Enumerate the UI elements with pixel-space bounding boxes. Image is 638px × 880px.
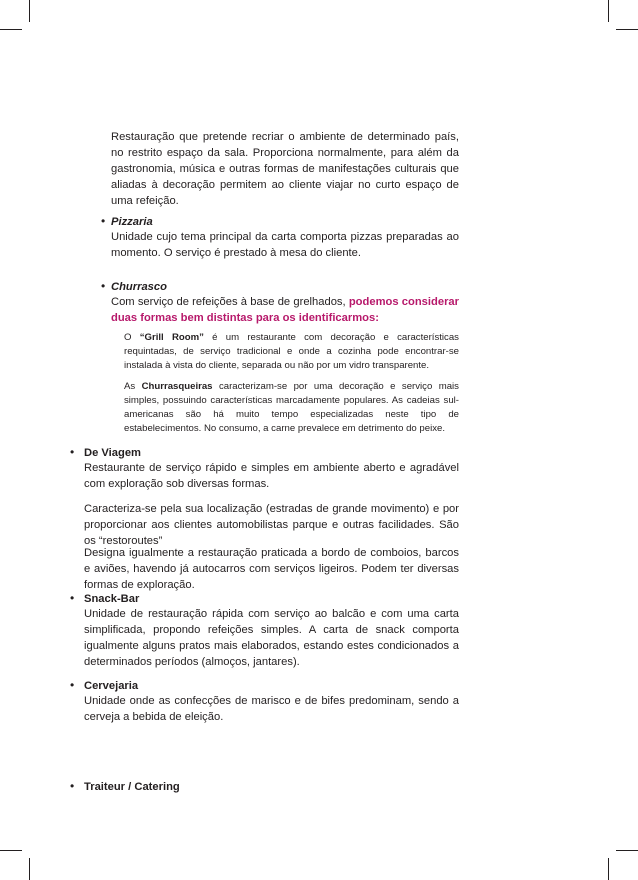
bullet-icon: • [101,279,106,293]
de-viagem-paragraph-2: Caracteriza-se pela sua localização (estradas de grande movimento) e por proporcionar aos clientes automobilistas parque e outras facilidades. São os “restoroutes” [84,503,459,547]
bullet-icon: • [70,779,75,793]
churrasqueiras-paragraph: As Churrasqueiras caracterizam-se por uma decoração e serviço mais simples, possuindo características marcadamente populares. As cadeias sul-americanas são há muito tempo especializadas neste tipo de estabelecimentos. No consumo, a carne prevalece em detrimento do peixe. [124,381,459,434]
intro-paragraph: Restauração que pretende recriar o ambiente de determinado país, no restrito espaço da sala. Proporciona normalmente, para além da gastronomia, música e outras formas de manifestações culturais que aliadas à decoração permitem ao cliente viajar no curto espaço de uma refeição. [111,131,459,207]
de-viagem-paragraph-1: Restaurante de serviço rápido e simples em ambiente aberto e agradável com exploração sob diversas formas. [84,462,459,490]
churrasqueiras-term: Churrasqueiras [141,381,213,392]
grill-room-paragraph: O “Grill Room” é um restaurante com decoração e características requintadas, de serviço tradicional e onde a cozinha pode encontrar-se instalada à vista do cliente, separada ou não por um vidro transparente. [124,332,459,371]
bullet-icon: • [70,445,75,459]
bullet-icon: • [101,214,106,228]
pizzaria-text: Unidade cujo tema principal da carta comporta pizzas preparadas ao momento. O serviço é prestado à mesa do cliente. [111,231,459,259]
churrasco-text: Com serviço de refeições à base de grelhados, podemos considerar duas formas bem distintas para os identificarmos: [111,296,459,324]
bullet-icon: • [70,591,75,605]
traiteur-heading: • Traiteur / Catering [70,779,180,793]
cervejaria-heading: • Cervejaria [70,678,139,692]
bullet-icon: • [70,678,75,692]
de-viagem-heading: • De Viagem [70,445,142,459]
grill-room-term: “Grill Room” [139,332,204,343]
churrasco-highlight: podemos considerar duas formas bem distintas para os identificarmos: [111,296,459,324]
de-viagem-paragraph-3: Designa igualmente a restauração praticada a bordo de comboios, barcos e aviões, havendo já autocarros com serviços ligeiros. Podem ter diversas formas de exploração. [84,547,459,591]
churrasco-heading: • Churrasco [101,279,167,293]
snack-bar-text: Unidade de restauração rápida com serviço ao balcão e com uma carta simplificada, propondo refeições simples. A carta de snack comporta igualmente alguns pratos mais elaborados, estando estes condicionados a determinados períodos (almoços, jantares). [84,608,459,668]
pizzaria-heading: • Pizzaria [101,214,153,228]
snack-bar-heading: • Snack-Bar [70,591,140,605]
cervejaria-text: Unidade onde as confecções de marisco e de bifes predominam, sendo a cerveja a bebida de eleição. [84,695,459,723]
